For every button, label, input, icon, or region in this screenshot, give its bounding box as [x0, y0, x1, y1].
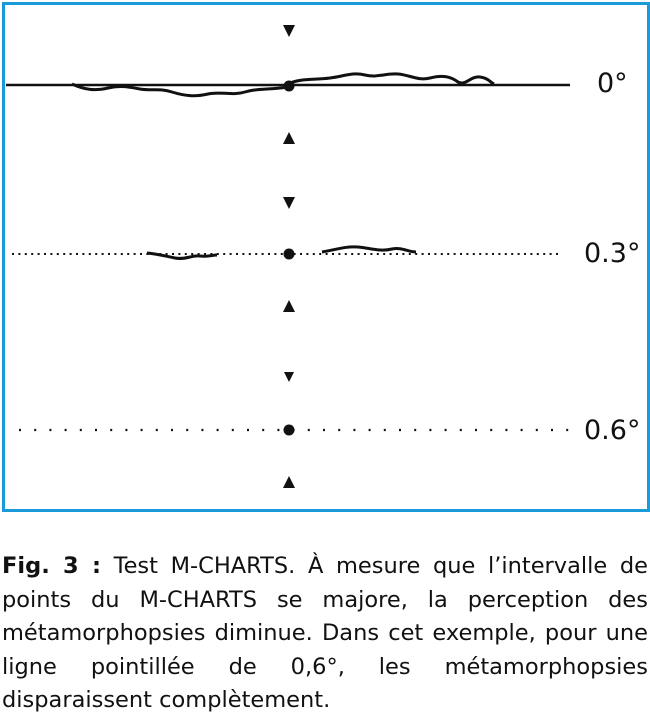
distortion-curve-left [147, 253, 217, 258]
caption-text: Test M-CHARTS. À mesure que l’intervalle de points du M-CHARTS se majore, la perception des métamorphopsies diminue. Dans cet exemple, pour une ligne pointillée de 0,6°, les métamorphopsies disparaissent complètement. [2, 553, 648, 713]
distortion-curve-right [288, 74, 494, 84]
row-label-0-6-deg: 0.6° [584, 415, 641, 446]
distortion-curve-right [322, 247, 416, 252]
figure-reference: Fig. 3 : [2, 553, 102, 579]
arrow-down-marker [283, 197, 295, 209]
figure-caption [2, 550, 648, 718]
arrow-up-marker [283, 132, 295, 144]
row-0-6-deg [19, 372, 575, 488]
fixation-dot [284, 249, 295, 260]
arrow-down-marker [284, 372, 294, 382]
row-0-deg [6, 25, 570, 144]
arrow-up-marker [283, 300, 295, 312]
fixation-dot [284, 425, 295, 436]
row-label-0-3-deg: 0.3° [584, 238, 641, 269]
row-0-3-deg [12, 197, 562, 312]
fixation-dot [284, 81, 295, 92]
arrow-down-marker [283, 25, 295, 37]
arrow-up-marker [283, 476, 295, 488]
row-label-0-deg: 0° [597, 68, 628, 99]
